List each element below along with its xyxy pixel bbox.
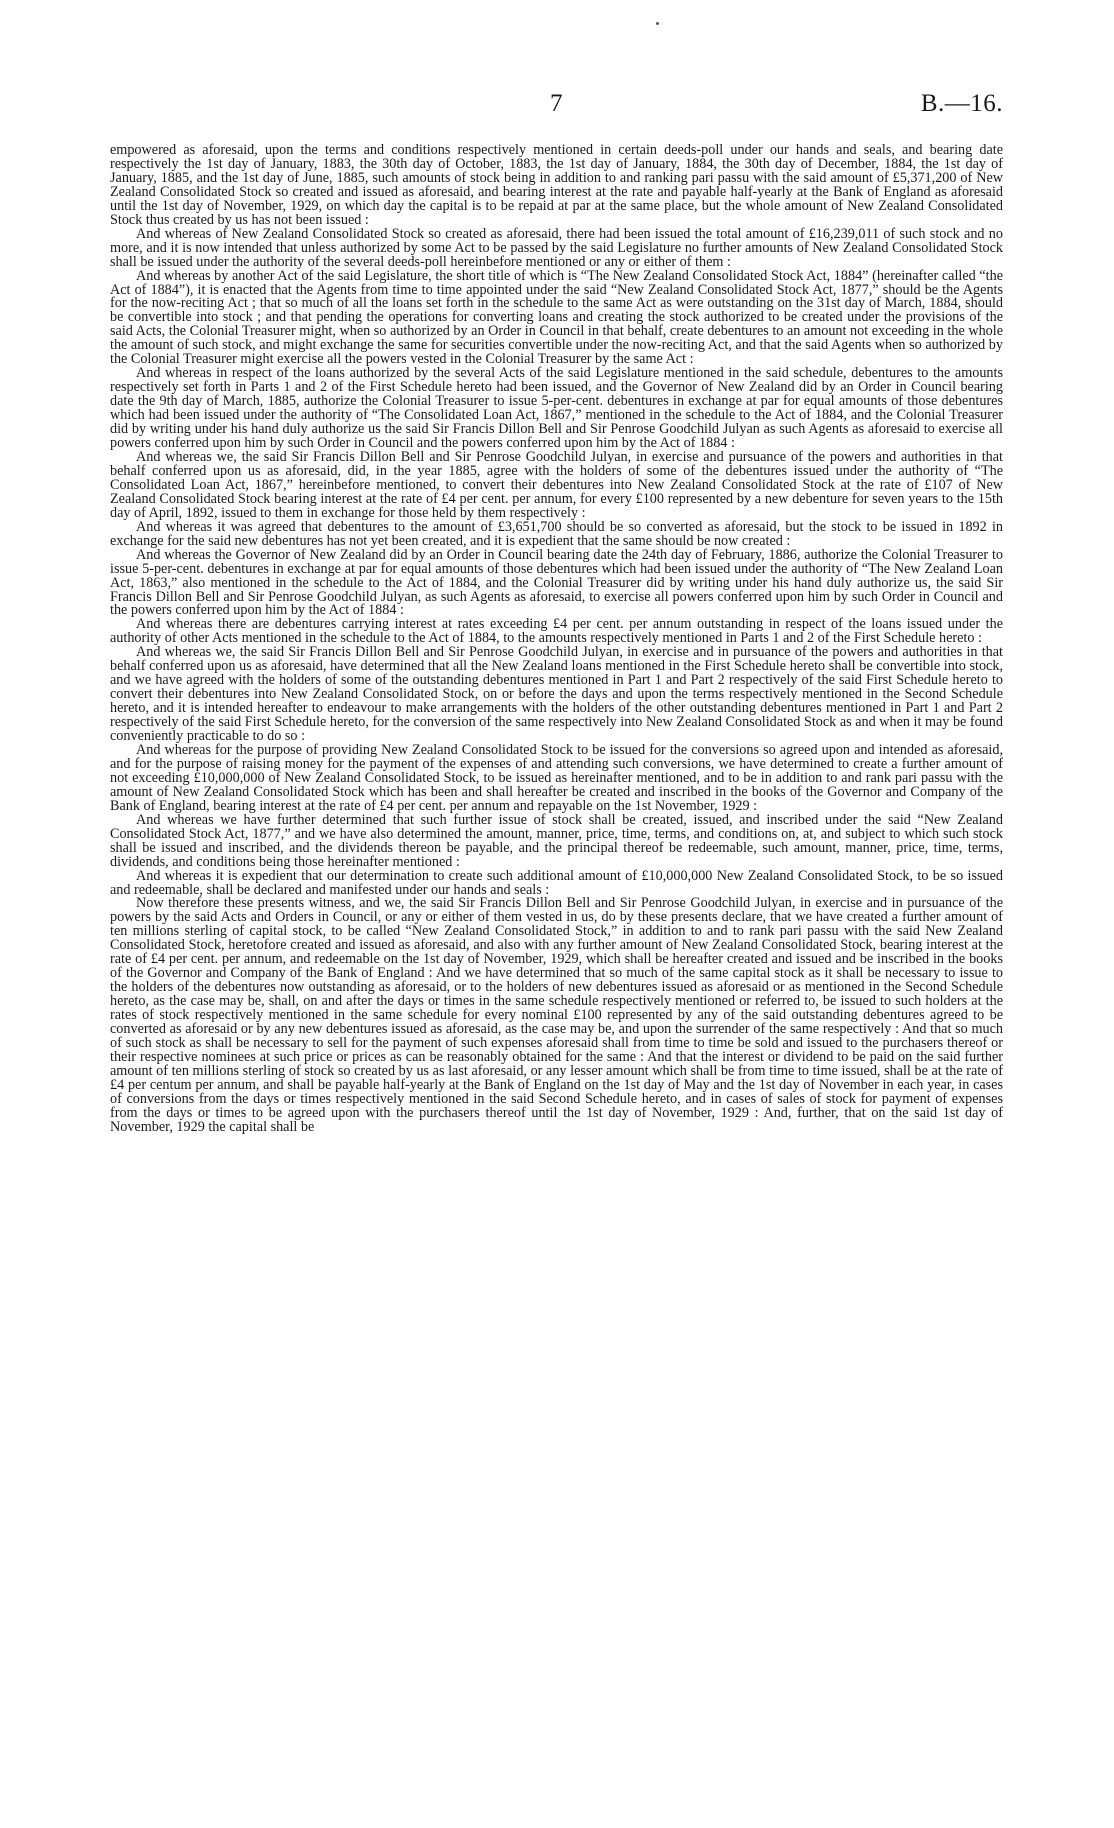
paragraph: And whereas we, the said Sir Francis Dillon Bell and Sir Penrose Goodchild Julyan, in exercise and pursuance of the powers and authorities in that behalf conferred upon us as aforesaid, did, in the year 1885, agree with the holders of some of the debentures issued under the authority of “The Consolidated Loan Act, 1867,” hereinbefore mentioned, to convert their debentures into New Zealand Consolidated Stock at the rate of £107 of New Zealand Consolidated Stock bearing interest at the rate of £4 per cent. per annum, for every £100 represented by a new debenture for seven years to the 15th day of April, 1892, issued to them in exchange for those held by them respectively : [110, 448, 1003, 521]
paragraph: And whereas by another Act of the said Legislature, the short title of which is “The New Zealand Consolidated Stock Act, 1884” (hereinafter called “the Act of 1884”), it is enacted that the Agents from time to time appointed under the said “New Zealand Consolidated Stock Act, 1877,” should be the Agents for the now-reciting Act ; that so much of all the loans set forth in the schedule to the same Act as were outstanding on the 31st day of March, 1884, should be convertible into stock ; and that pending the operations for converting loans and creating the stock authorized to be created under the provisions of the said Acts, the Colonial Treasurer might, when so authorized by an Order in Council in that behalf, create debentures to an amount not exceeding in the whole the amount of such stock, and might exchange the same for securities convertible under the now-reciting Act, and that the said Agents when so authorized by the Colonial Treasurer might exercise all the powers vested in the Colonial Treasurer by the same Act : [110, 267, 1003, 368]
paragraph: And whereas there are debentures carrying interest at rates exceeding £4 per cent. per annum outstanding in respect of the loans issued under the authority of other Acts mentioned in the schedule to the Act of 1884, to the amounts respectively mentioned in Parts 1 and 2 of the First Schedule hereto : [110, 616, 1003, 647]
document-body [110, 144, 1003, 1135]
print-dot [656, 22, 659, 25]
paragraph: And whereas in respect of the loans authorized by the several Acts of the said Legislature mentioned in the said schedule, debentures to the amounts respectively set forth in Parts 1 and 2 of the First Schedule hereto had been issued, and the Governor of New Zealand did by an Order in Council bearing date the 9th day of March, 1885, authorize the Colonial Treasurer to issue 5-per-cent. debentures in exchange at par for equal amounts of those debentures which had been issued under the authority of “The Consolidated Loan Act, 1867,” mentioned in the schedule to the Act of 1884, and the Colonial Treasurer did by writing under his hand duly authorize us the said Sir Francis Dillon Bell and Sir Penrose Goodchild Julyan as such Agents as aforesaid to exercise all powers conferred upon him by such Order in Council and the powers conferred upon him by the Act of 1884 : [110, 365, 1003, 452]
page-number: 7 [550, 90, 563, 117]
paragraph: And whereas of New Zealand Consolidated Stock so created as aforesaid, there had been issued the total amount of £16,239,011 of such stock and no more, and it is now intended that unless authorized by some Act to be passed by the said Legislature no further amounts of New Zealand Consolidated Stock shall be issued under the authority of the several deeds-poll hereinbefore mentioned or any or either of them : [110, 225, 1003, 270]
document-reference: B.—16. [920, 90, 1003, 117]
paragraph: And whereas it was agreed that debentures to the amount of £3,651,700 should be so converted as aforesaid, but the stock to be issued in 1892 in exchange for the said new debentures has not yet been created, and it is expedient that the same should be now created : [110, 518, 1003, 549]
page-header [110, 90, 1003, 126]
paragraph: And whereas for the purpose of providing New Zealand Consolidated Stock to be issued for the conversions so agreed upon and intended as aforesaid, and for the purpose of raising money for the payment of the expenses of and attending such conversions, we have determined to create a further amount of not exceeding £10,000,000 of New Zealand Consolidated Stock, to be issued as hereinafter mentioned, and to be in addition to and rank pari passu with the amount of New Zealand Consolidated Stock which has been and shall hereafter be created and inscribed in the books of the Governor and Company of the Bank of England, bearing interest at the rate of £4 per cent. per annum and repayable on the 1st November, 1929 : [110, 741, 1003, 814]
paragraph: And whereas we, the said Sir Francis Dillon Bell and Sir Penrose Goodchild Julyan, in exercise and in pursuance of the powers and authorities in that behalf conferred upon us as aforesaid, have determined that all the New Zealand loans mentioned in the First Schedule hereto shall be convertible into stock, and we have agreed with the holders of some of the outstanding debentures mentioned in Part 1 and Part 2 respectively of the said First Schedule hereto to convert their debentures into New Zealand Consolidated Stock, on or before the days and upon the terms respectively mentioned in the Second Schedule hereto, and it is intended hereafter to endeavour to make arrangements with the holders of the other outstanding debentures mentioned in Part 1 and Part 2 respectively of the said First Schedule hereto, for the conversion of the same respectively into New Zealand Consolidated Stock as and when it may be found conveniently practicable to do so : [110, 644, 1003, 745]
paragraph: And whereas we have further determined that such further issue of stock shall be created, issued, and inscribed under the said “New Zealand Consolidated Stock Act, 1877,” and we have also determined the amount, manner, price, time, terms, and conditions on, at, and subject to which such stock shall be issued and inscribed, and the dividends thereon be payable, and the principal thereof be redeemable, such amount, manner, price, time, terms, dividends, and conditions being those hereinafter mentioned : [110, 811, 1003, 870]
paragraph: And whereas the Governor of New Zealand did by an Order in Council bearing date the 24th day of February, 1886, authorize the Colonial Treasurer to issue 5-per-cent. debentures in exchange at par for equal amounts of those debentures which had been issued under the authority of “The New Zealand Loan Act, 1863,” also mentioned in the schedule to the Act of 1884, and the Colonial Treasurer did by writing under his hand duly authorize us, the said Sir Francis Dillon Bell and Sir Penrose Goodchild Julyan, as such Agents as aforesaid, to exercise all powers conferred upon him by such Order in Council and the powers conferred upon him by the Act of 1884 : [110, 546, 1003, 619]
paragraph: Now therefore these presents witness, and we, the said Sir Francis Dillon Bell and Sir Penrose Goodchild Julyan, in exercise and in pursuance of the powers by the said Acts and Orders in Council, or any or either of them vested in us, do by these presents declare, that we have created a further amount of ten millions sterling of capital stock, to be called “New Zealand Consolidated Stock,” in addition to and to rank pari passu with the said New Zealand Consolidated Stock, heretofore created and issued as aforesaid, and also with any further amount of New Zealand Consolidated Stock, bearing interest at the rate of £4 per cent. per annum, and redeemable on the 1st day of November, 1929, which shall be hereafter created and issued and be inscribed in the books of the Governor and Company of the Bank of England : And we have determined that so much of the same capital stock as it shall be necessary to issue to the holders of the debentures now outstanding as aforesaid, or to the holders of new debentures issued as aforesaid or as mentioned in the Second Schedule hereto, as the case may be, shall, on and after the days or times in the same schedule respectively mentioned or referred to, be issued to such holders at the rates of stock respectively mentioned in the same schedule for every nominal £100 represented by any of the said outstanding debentures agreed to be converted as aforesaid or by any new debentures issued as aforesaid, as the case may be, and upon the surrender of the same respectively : And that so much of such stock as shall be necessary to sell for the payment of such expenses aforesaid shall from time to time be sold and issued to the purchasers thereof or their respective nominees at such price or prices as can be reasonably obtained for the same : And that the interest or dividend to be paid on the said further amount of ten millions sterling of stock so created by us as last aforesaid, or any lesser amount which shall be from time to time issued, shall be at the rate of £4 per centum per annum, and shall be payable half-yearly at the Bank of England on the 1st day of May and the 1st day of November in each year, in cases of conversions from the days or times respectively mentioned in the said Second Schedule hereto, and in cases of sales of stock for payment of expenses from the days or times to be agreed upon with the purchasers thereof until the 1st day of November, 1929 : And, further, that on the said 1st day of November, 1929 the capital shall be [110, 895, 1003, 1135]
paragraph: And whereas it is expedient that our determination to create such additional amount of £10,000,000 New Zealand Consolidated Stock, to be so issued and redeemable, shall be declared and manifested under our hands and seals : [110, 867, 1003, 898]
paragraph: empowered as aforesaid, upon the terms and conditions respectively mentioned in certain deeds-poll under our hands and seals, and bearing date respectively the 1st day of January, 1883, the 30th day of October, 1883, the 1st day of January, 1884, the 30th day of December, 1884, the 1st day of January, 1885, and the 1st day of June, 1885, such amounts of stock being in addition to and ranking pari passu with the said amount of £5,371,200 of New Zealand Consolidated Stock so created and issued as aforesaid, and bearing interest at the rate and payable half-yearly at the Bank of England as aforesaid until the 1st day of November, 1929, on which day the capital is to be repaid at par at the same place, but the whole amount of New Zealand Consolidated Stock thus created by us has not been issued : [110, 142, 1003, 228]
